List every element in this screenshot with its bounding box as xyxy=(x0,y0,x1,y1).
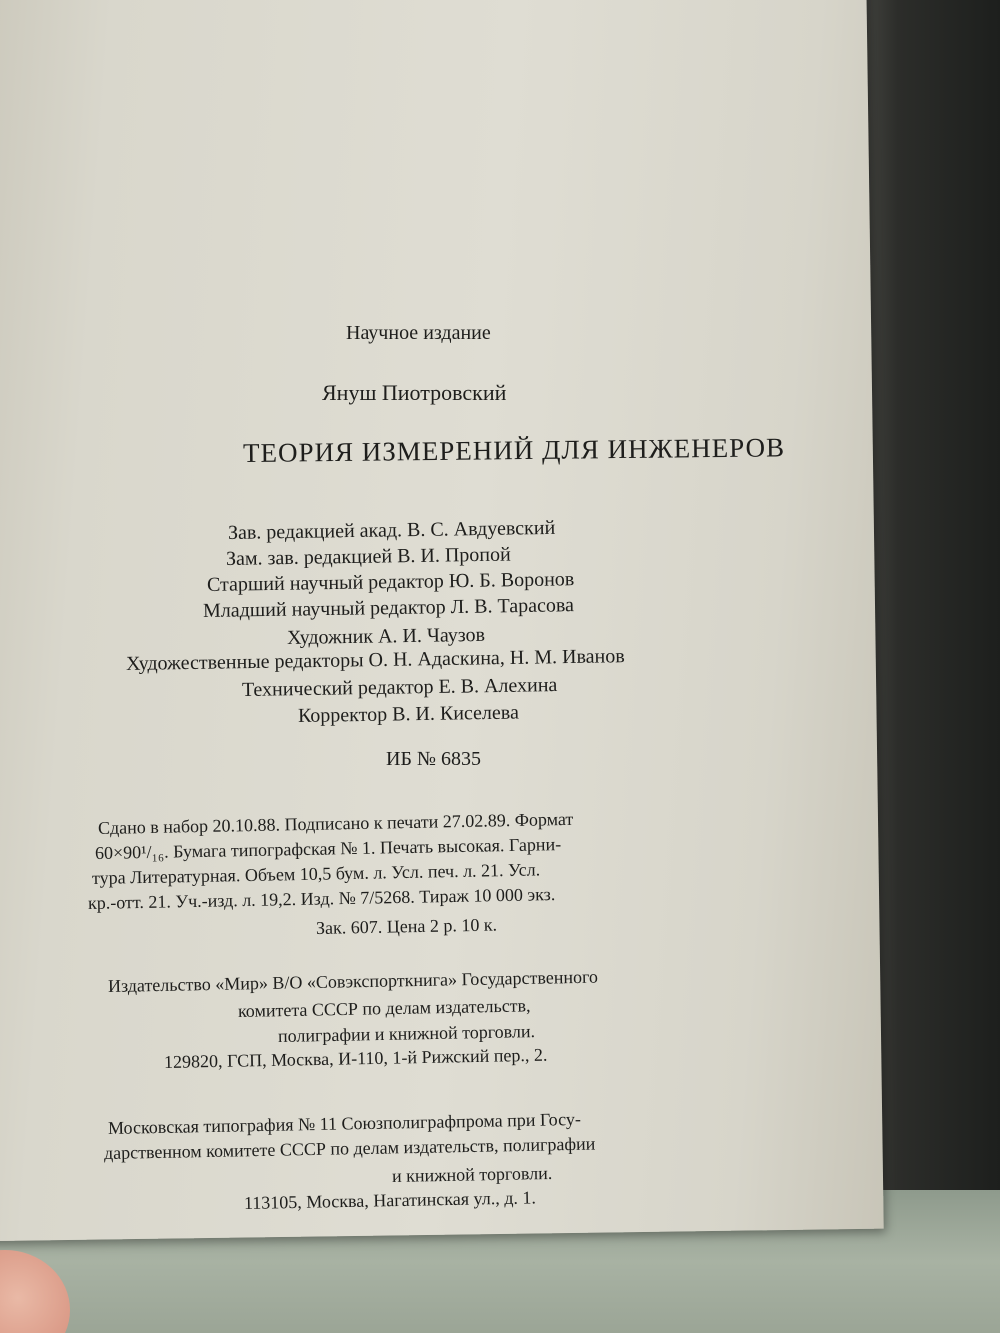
printer-line: Московская типография № 11 Союзполиграфпрома при Госу- xyxy=(107,1108,582,1138)
print-line: Зак. 607. Цена 2 р. 10 к. xyxy=(315,914,498,938)
print-line: тура Литературная. Объем 10,5 бум. л. Усл. печ. л. 21. Усл. xyxy=(91,859,541,888)
staff-line: Старший научный редактор Ю. Б. Воронов xyxy=(206,568,575,596)
staff-line: Корректор В. И. Киселева xyxy=(297,701,520,727)
print-line: Сдано в набор 20.10.88. Подписано к печати 27.02.89. Формат xyxy=(97,808,574,838)
print-line: 60×90¹/₁₆. Бумага типографская № 1. Печать высокая. Гарни- xyxy=(94,834,562,863)
book-title: ТЕОРИЯ ИЗМЕРЕНИЙ ДЛЯ ИНЖЕНЕРОВ xyxy=(242,432,786,468)
staff-line: Художественные редакторы О. Н. Адаскина, Н. М. Иванов xyxy=(125,645,625,675)
publisher-line: 129820, ГСП, Москва, И-110, 1-й Рижский пер., 2. xyxy=(163,1044,548,1072)
staff-line: Младший научный редактор Л. В. Тарасова xyxy=(202,594,575,622)
publisher-line: комитета СССР по делам издательств, xyxy=(237,995,531,1021)
staff-line: Технический редактор Е. В. Алехина xyxy=(241,674,558,701)
printer-line: и книжной торговли. xyxy=(391,1162,553,1186)
author-name: Януш Пиотровский xyxy=(322,380,507,405)
staff-line: Зав. редакцией акад. В. С. Авдуевский xyxy=(227,516,556,544)
print-line: кр.-отт. 21. Уч.-изд. л. 19,2. Изд. № 7/5268. Тираж 10 000 экз. xyxy=(87,884,556,913)
publisher-line: полиграфии и книжной торговли. xyxy=(277,1021,536,1046)
staff-line: Зам. зав. редакцией В. И. Пропой xyxy=(225,543,511,570)
publisher-line: Издательство «Мир» В/О «Совэкспорткнига» Государственного xyxy=(107,966,599,996)
ib-number: ИБ № 6835 xyxy=(386,748,482,770)
printer-line: 113105, Москва, Нагатинская ул., д. 1. xyxy=(243,1187,537,1213)
staff-line: Художник А. И. Чаузов xyxy=(286,623,486,649)
edition-label: Научное издание xyxy=(346,322,491,344)
printer-line: дарственном комитете СССР по делам издательств, полиграфии xyxy=(103,1133,596,1163)
